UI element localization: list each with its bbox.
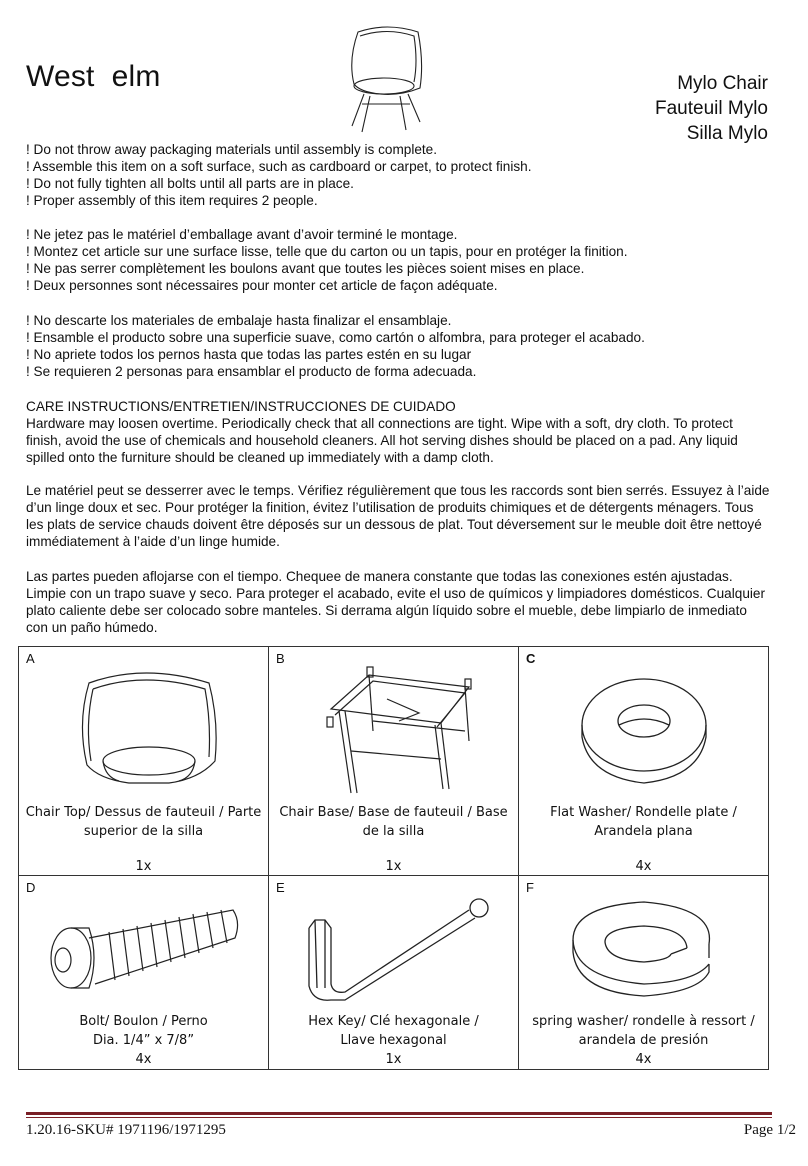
caption-line: Bolt/ Boulon / Perno <box>79 1014 208 1029</box>
care-spanish <box>26 568 770 636</box>
part-quantity: 4x <box>135 1052 152 1067</box>
care-heading: CARE INSTRUCTIONS/ENTRETIEN/INSTRUCCIONES DE CUIDADO <box>26 399 456 414</box>
footer-rule <box>26 1112 772 1115</box>
caption-line: Hex Key/ Clé hexagonale / <box>308 1014 479 1029</box>
warning-line: ! Assemble this item on a soft surface, such as cardboard or carpet, to protect finish. <box>26 159 532 174</box>
title-spanish: Silla Mylo <box>686 123 768 144</box>
part-cell-f <box>519 876 769 1070</box>
warnings-english <box>26 141 531 209</box>
part-caption <box>273 1012 514 1069</box>
chair-top-image <box>19 661 269 801</box>
part-caption <box>523 1012 764 1069</box>
part-caption <box>23 803 264 841</box>
part-quantity: 4x <box>635 859 652 874</box>
caption-line: spring washer/ rondelle à ressort / <box>532 1014 755 1029</box>
product-titles <box>655 71 768 146</box>
warning-line: ! Se requieren 2 personas para ensamblar el producto de forma adecuada. <box>26 364 477 379</box>
footer-sku: 1.20.16-SKU# 1971196/1971295 <box>26 1122 226 1138</box>
caption-line: arandela de presión <box>578 1033 709 1048</box>
warnings-french <box>26 226 627 294</box>
caption-line: de la silla <box>362 824 425 839</box>
warning-line: ! No apriete todos los pernos hasta que todas las partes estén en su lugar <box>26 347 472 362</box>
caption-line: Dia. 1/4” x 7/8” <box>92 1033 195 1048</box>
hex-key-image <box>269 888 519 1008</box>
warning-line: ! No descarte los materiales de embalaje hasta finalizar el ensamblaje. <box>26 313 452 328</box>
part-cell-c <box>519 647 769 876</box>
warnings-spanish <box>26 312 645 380</box>
care-text-spanish: Las partes pueden aflojarse con el tiempo. Chequee de manera constante que todas las conexiones estén ajustadas. Limpie con un trapo suave y seco. Para proteger el acabado, evite el uso de químicos y limpiadores domésticos. Cualquier plato caliente debe ser colocado sobre manteles. Si derrama algún líquido sobre el mueble, debe limpiarlo de inmediato con un paño húmedo. <box>26 569 765 635</box>
chair-base-image <box>269 661 519 801</box>
part-letter: F <box>526 880 534 895</box>
part-caption <box>523 803 764 841</box>
care-text-english: Hardware may loosen overtime. Periodically check that all connections are tight. Wipe with a soft, dry cloth. To protect finish, avoid the use of chemicals and household cleaners. All hot serving dishes should be placed on a pad. Any liquid spilled onto the furniture should be cleaned up immediately with a damp cloth. <box>26 416 738 465</box>
warning-line: ! Do not throw away packaging materials until assembly is complete. <box>26 142 438 157</box>
care-text-french: Le matériel peut se desserrer avec le temps. Vérifiez régulièrement que tous les raccords sont bien serrés. Essuyez à l’aide d’un linge doux et sec. Pour protéger la finition, évitez l’utilisation de produits chimiques et de détergents ménagers. Tous les plats de service chauds doivent être déposés sur un dessous de plat. Tout déversement sur le meuble doit être nettoyé immédiatement à l’aide d’un linge humide. <box>26 483 770 549</box>
parts-table <box>18 646 769 1070</box>
part-quantity: 1x <box>135 859 152 874</box>
part-caption <box>273 803 514 841</box>
part-cell-a <box>19 647 269 876</box>
care-english <box>26 398 770 466</box>
care-french <box>26 482 770 550</box>
part-cell-b <box>269 647 519 876</box>
caption-line: Flat Washer/ Rondelle plate / <box>550 805 737 820</box>
caption-line: Chair Base/ Base de fauteuil / Base <box>279 805 508 820</box>
warning-line: ! Montez cet article sur une surface lisse, telle que du carton ou un tapis, pour en protéger la finition. <box>26 244 628 259</box>
part-quantity: 4x <box>635 1052 652 1067</box>
footer-rule-thin <box>26 1117 772 1118</box>
title-french: Fauteuil Mylo <box>655 98 768 119</box>
bolt-image <box>19 888 269 1008</box>
part-letter: B <box>276 651 285 666</box>
caption-line: Chair Top/ Dessus de fauteuil / Parte <box>25 805 262 820</box>
warning-line: ! Ensamble el producto sobre una superficie suave, como cartón o alfombra, para proteger el acabado. <box>26 330 645 345</box>
caption-line: superior de la silla <box>83 824 204 839</box>
part-cell-e <box>269 876 519 1070</box>
part-letter: C <box>526 651 536 666</box>
flat-washer-image <box>519 661 769 801</box>
caption-line: Arandela plana <box>594 824 693 839</box>
warning-line: ! Ne jetez pas le matériel d’emballage avant d’avoir terminé le montage. <box>26 227 458 242</box>
warning-line: ! Do not fully tighten all bolts until all parts are in place. <box>26 176 354 191</box>
spring-washer-image <box>519 888 769 1008</box>
caption-line: Llave hexagonal <box>340 1033 447 1048</box>
part-letter: E <box>276 880 285 895</box>
title-english: Mylo Chair <box>677 73 768 94</box>
warning-line: ! Ne pas serrer complètement les boulons avant que toutes les pièces soient mises en place. <box>26 261 585 276</box>
part-caption <box>23 1012 264 1069</box>
part-cell-d <box>19 876 269 1070</box>
brand-logo: West elm <box>26 60 161 93</box>
part-letter: D <box>26 880 36 895</box>
part-letter: A <box>26 651 35 666</box>
part-quantity: 1x <box>385 1052 402 1067</box>
warning-line: ! Proper assembly of this item requires 2 people. <box>26 193 318 208</box>
warning-line: ! Deux personnes sont nécessaires pour monter cet article de façon adéquate. <box>26 278 498 293</box>
part-quantity: 1x <box>385 859 402 874</box>
chair-illustration <box>340 22 434 134</box>
footer-page-number: Page 1/2 <box>743 1122 796 1138</box>
